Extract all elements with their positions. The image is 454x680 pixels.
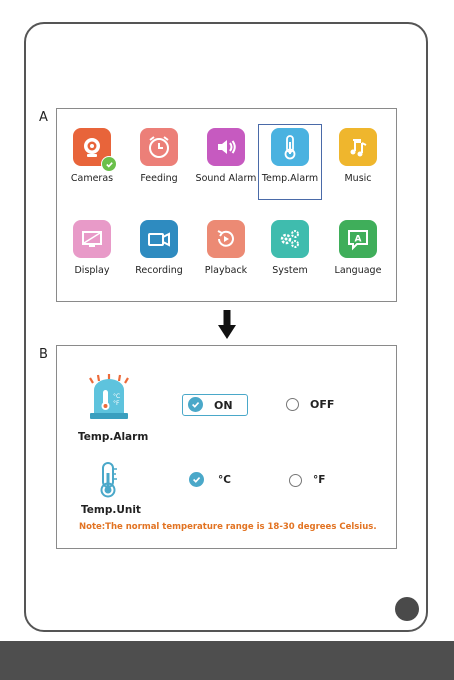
section-b-label: B <box>39 347 48 362</box>
music-note-icon <box>339 128 377 166</box>
menu-item-display[interactable] <box>59 220 125 276</box>
celsius-selected-check-icon[interactable] <box>189 472 204 487</box>
menu-item-label: Cameras <box>70 173 114 184</box>
playback-icon <box>207 220 245 258</box>
menu-item-recording[interactable] <box>126 220 192 276</box>
video-camera-icon <box>140 220 178 258</box>
gears-icon <box>271 220 309 258</box>
menu-item-system[interactable] <box>257 220 323 276</box>
fahrenheit-radio[interactable] <box>289 474 302 487</box>
temp-alarm-label: Temp.Alarm <box>78 431 149 443</box>
celsius-label: °C <box>218 474 231 486</box>
section-a-label: A <box>39 110 48 125</box>
menu-item-label: Feeding <box>140 173 178 184</box>
menu-item-label: System <box>272 265 308 276</box>
arrow-down-icon <box>218 310 236 345</box>
svg-text:°C: °C <box>113 393 121 400</box>
page-dot <box>395 597 419 621</box>
temp-unit-label: Temp.Unit <box>81 504 141 516</box>
menu-item-language[interactable] <box>325 220 391 276</box>
menu-item-playback[interactable] <box>193 220 259 276</box>
temp-unit-thermometer-icon <box>97 461 121 504</box>
menu-item-label: Language <box>334 265 382 276</box>
temp-alarm-icon <box>84 374 134 427</box>
connected-check-icon <box>101 156 117 172</box>
menu-item-label: Music <box>344 173 372 184</box>
menu-item-feeding[interactable] <box>126 128 192 184</box>
menu-item-label: Playback <box>204 265 248 276</box>
temperature-note: Note:The normal temperature range is 18-30 degrees Celsius. <box>79 522 377 532</box>
bottom-bar <box>0 641 454 680</box>
camera-icon <box>73 128 111 166</box>
menu-item-label: Display <box>74 265 110 276</box>
menu-item-label: Sound Alarm <box>195 173 257 184</box>
alarm-clock-icon <box>140 128 178 166</box>
fahrenheit-label: °F <box>313 474 326 486</box>
check-icon <box>188 397 203 412</box>
menu-selection-highlight <box>258 124 322 200</box>
menu-item-sound-alarm[interactable] <box>193 128 259 184</box>
menu-item-label: Temp.Alarm <box>261 173 319 184</box>
menu-item-cameras[interactable] <box>59 128 125 184</box>
display-icon <box>73 220 111 258</box>
language-icon <box>339 220 377 258</box>
temp-alarm-off-label: OFF <box>310 398 335 411</box>
menu-item-label: Recording <box>135 265 183 276</box>
menu-item-music[interactable] <box>325 128 391 184</box>
svg-text:A: A <box>354 234 362 245</box>
temp-alarm-on-label: ON <box>214 399 233 412</box>
svg-text:°F: °F <box>113 400 120 407</box>
speaker-icon <box>207 128 245 166</box>
temp-alarm-off-radio[interactable] <box>286 398 299 411</box>
